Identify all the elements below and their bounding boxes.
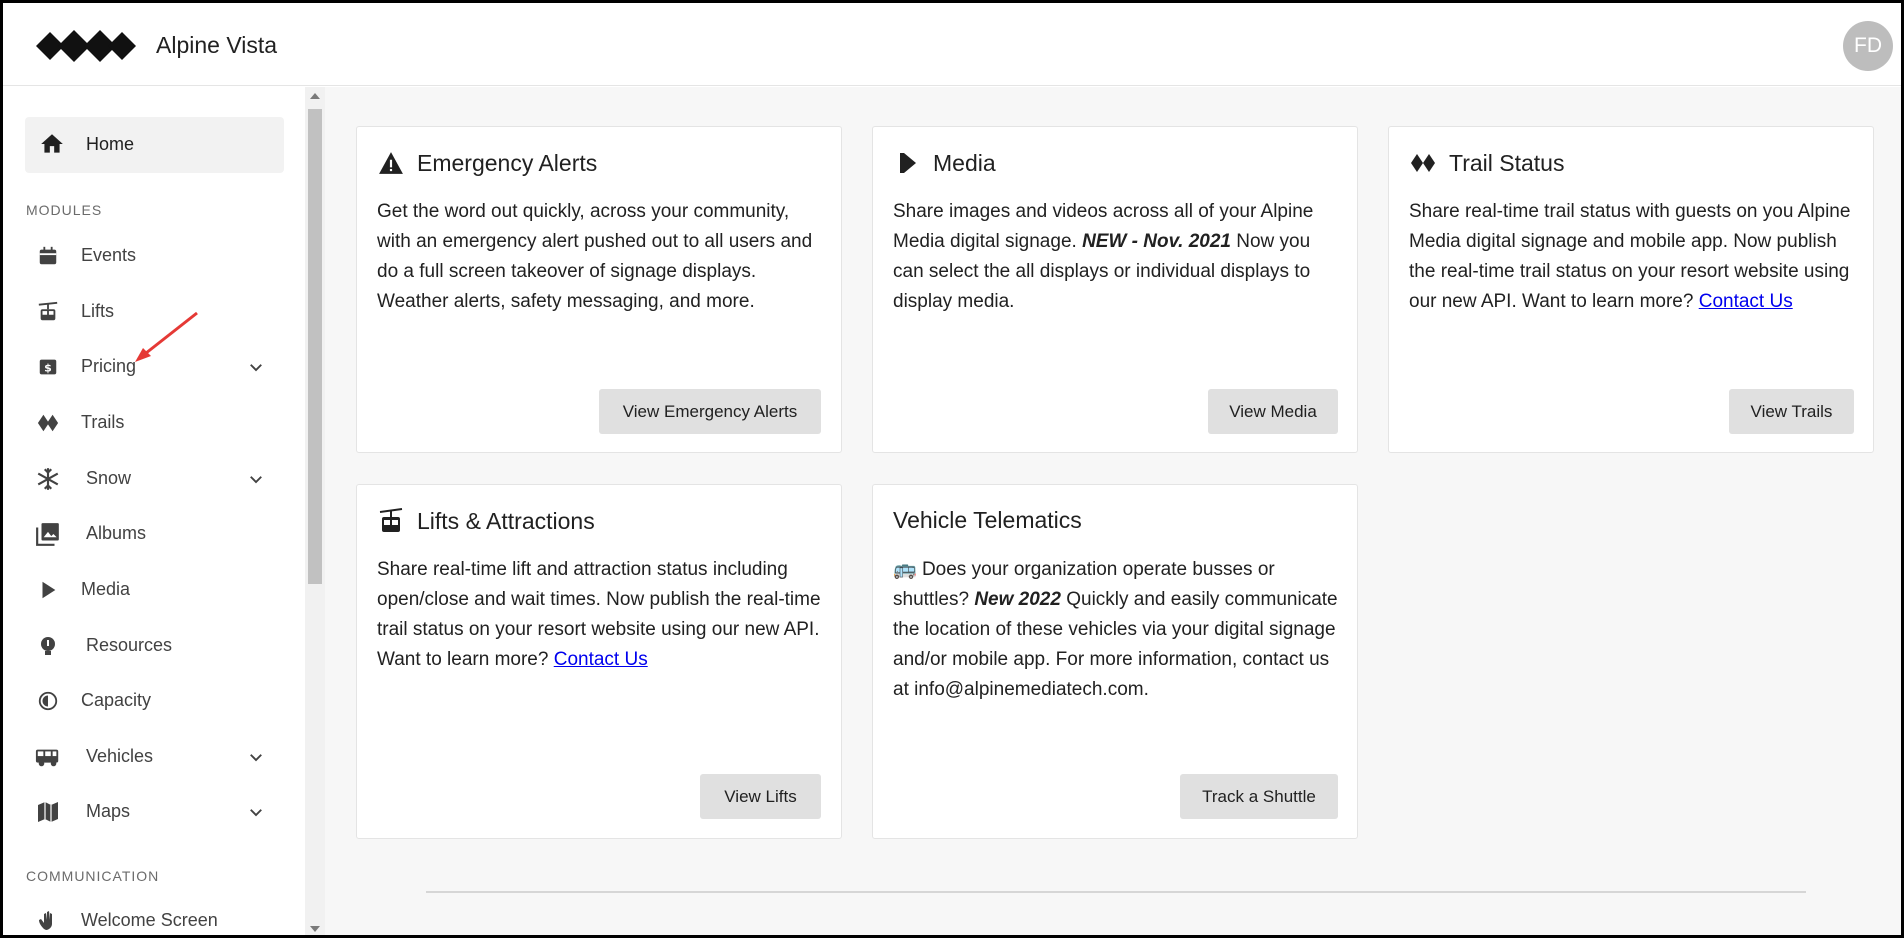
view-emergency-alerts-button[interactable]: View Emergency Alerts [599,389,821,434]
calendar-icon [35,243,61,269]
sidebar-item-trails[interactable] [25,397,284,447]
scroll-up-arrow-icon[interactable] [310,93,320,99]
chevron-down-icon[interactable] [247,748,265,766]
sidebar-item-label: Events [81,245,137,265]
card-description: Share images and videos across all of your Alpine Media digital signage. NEW - Nov. 2021 Now you can select the all displays or individual displays to display media. [893,201,1314,312]
card-title: Emergency Alerts [377,149,597,177]
wave-hand-icon [35,908,61,934]
sidebar-item-albums[interactable] [25,508,284,558]
main-content [325,87,1901,938]
card-emergency-alerts [356,126,842,453]
user-avatar[interactable]: FD [1843,21,1893,71]
home-icon [39,131,65,157]
alpine-logo-icon[interactable] [36,29,136,63]
sidebar-item-media[interactable] [25,564,284,614]
card-title: Lifts & Attractions [377,507,595,535]
sidebar-item-label: Albums [86,523,147,543]
chevron-down-icon[interactable] [247,470,265,488]
modules-section-label: MODULES [26,202,103,218]
sidebar-item-events[interactable] [25,230,284,280]
scroll-down-arrow-icon[interactable] [310,926,320,932]
map-icon [35,799,61,825]
card-title: Trail Status [1409,149,1564,177]
app-title: Alpine Vista [156,32,278,58]
track-a-shuttle-button[interactable]: Track a Shuttle [1180,774,1338,819]
annotation-arrow-icon [131,306,201,366]
gondola-icon [35,299,61,325]
chevron-down-icon[interactable] [247,358,265,376]
photo-album-icon [35,521,61,547]
content-divider [426,891,1806,893]
top-bar [3,3,1901,86]
sidebar-item-label: Welcome Screen [81,910,218,930]
sidebar-item-vehicles[interactable] [25,731,284,781]
snowflake-icon [35,466,61,492]
card-description: Share real-time lift and attraction status including open/close and wait times. Now publish the real-time trail status on your resort website using our new API. Want to learn more? Contact Us [377,559,821,670]
sidebar-item-welcome-screen[interactable] [25,895,284,938]
sidebar [3,87,305,938]
gauge-icon [35,688,61,714]
sidebar-item-label: Media [81,579,131,599]
card-media [872,126,1358,453]
play-icon [35,577,61,603]
sidebar-item-snow[interactable] [25,453,284,503]
sidebar-item-label: Pricing [81,356,137,376]
chevron-down-icon[interactable] [247,803,265,821]
bus-emoji-icon: 🚌 [893,559,917,580]
sidebar-item-label: Home [86,134,135,154]
sidebar-item-maps[interactable] [25,786,284,836]
card-trail-status [1388,126,1874,453]
card-vehicle-telematics [872,484,1358,839]
warning-icon [377,149,405,177]
scroll-thumb[interactable] [308,109,322,584]
card-lifts-attractions [356,484,842,839]
sidebar-item-label: Snow [86,468,132,488]
sidebar-item-label: Trails [81,412,125,432]
view-trails-button[interactable]: View Trails [1729,389,1854,434]
lightbulb-icon [35,633,61,659]
bus-icon [35,744,61,770]
play-icon [893,149,921,177]
diamond-icon [1409,149,1437,177]
sidebar-item-label: Resources [86,635,173,655]
sidebar-item-label: Vehicles [86,746,154,766]
view-lifts-button[interactable]: View Lifts [700,774,821,819]
sidebar-item-label: Capacity [81,690,152,710]
diamond-icon [35,410,61,436]
contact-us-link[interactable]: Contact Us [553,649,648,670]
sidebar-item-label: Lifts [81,301,115,321]
communication-section-label: COMMUNICATION [26,868,160,884]
svg-text:$: $ [44,361,52,375]
card-title: Vehicle Telematics [893,507,1082,533]
sidebar-item-home[interactable] [25,117,284,173]
card-title: Media [893,149,996,177]
sidebar-scrollbar[interactable] [305,87,325,938]
sidebar-item-capacity[interactable] [25,675,284,725]
card-description: Get the word out quickly, across your community, with an emergency alert pushed out to all users and do a full screen takeover of signage displays. Weather alerts, safety messaging, and more. [377,201,813,312]
contact-us-link[interactable]: Contact Us [1698,291,1793,312]
dollar-icon [35,354,61,380]
card-description: Share real-time trail status with guests on you Alpine Media digital signage and mobile app. Now publish the real-time trail status on your resort website using our new API. Want to learn more? Contact Us [1409,201,1851,312]
view-media-button[interactable]: View Media [1208,389,1338,434]
card-description: 🚌 Does your organization operate busses or shuttles? New 2022 Quickly and easily communicate the location of these vehicles via your digital signage and/or mobile app. For more information, contact us at info@alpinemediatech.com. [893,559,1338,700]
gondola-icon [377,507,405,535]
sidebar-item-label: Maps [86,801,131,821]
sidebar-item-resources[interactable] [25,620,284,670]
